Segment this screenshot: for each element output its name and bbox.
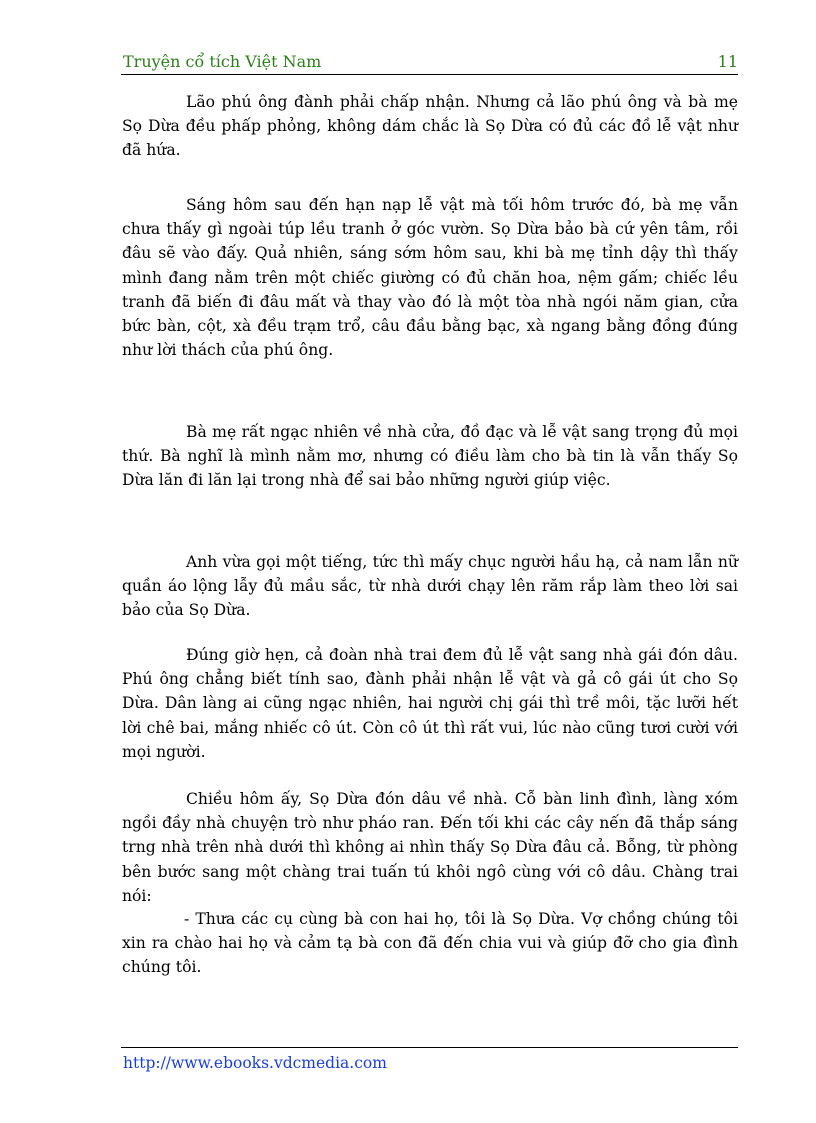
dialogue-paragraph: - Thưa các cụ cùng bà con hai họ, tôi là Sọ Dừa. Vợ chồng chúng tôi xin ra chào hai họ và cảm tạ bà con đã đến chia vui và giúp đỡ cho gia đình chúng tôi. (122, 910, 738, 977)
footer-divider (121, 1047, 738, 1048)
paragraph: Lão phú ông đành phải chấp nhận. Nhưng cả lão phú ông và bà mẹ Sọ Dừa đều phấp phỏng, không dám chắc là Sọ Dừa có đủ các đồ lễ vật như đã hứa. (122, 93, 738, 160)
paragraph: Sáng hôm sau đến hạn nạp lễ vật mà tối hôm trước đó, bà mẹ vẫn chưa thấy gì ngoài túp lều tranh ở góc vườn. Sọ Dừa bảo bà cứ yên tâm, rồi đâu sẽ vào đấy. Quả nhiên, sáng sớm hôm sau, khi bà mẹ tỉnh dậy thì thấy mình đang nằm trên một chiếc giường có đủ chăn hoa, nệm gấm; chiếc lều tranh đã biến đi đâu mất và thay vào đó là một tòa nhà ngói năm gian, cửa bức bàn, cột, xà đều trạm trổ, câu đầu bằng bạc, xà ngang bằng đồng đúng như lời thách của phú ông. (122, 196, 738, 360)
paragraph: Đúng giờ hẹn, cả đoàn nhà trai đem đủ lễ vật sang nhà gái đón dâu. Phú ông chẳng biết tính sao, đành phải nhận lễ vật và gả cô gái út cho Sọ Dừa. Dân làng ai cũng ngạc nhiên, hai người chị gái thì trề môi, tặc lưỡi hết lời chê bai, mắng nhiếc cô út. Còn cô út thì rất vui, lúc nào cũng tươi cười với mọi người. (122, 646, 738, 761)
footer-link[interactable]: http://www.ebooks.vdcmedia.com (123, 1054, 387, 1072)
paragraph: Chiều hôm ấy, Sọ Dừa đón dâu về nhà. Cỗ bàn linh đình, làng xóm ngồi đầy nhà chuyện trò như pháo ran. Đến tối khi các cây nến đã thắp sáng trng nhà trên nhà dưới thì không ai nhìn thấy Sọ Dừa đâu cả. Bỗng, từ phòng bên bước sang một chàng trai tuấn tú khôi ngô cùng với cô dâu. Chàng trai nói: (122, 790, 738, 905)
page-header (121, 50, 738, 75)
book-title: Truyện cổ tích Việt Nam (123, 52, 322, 71)
page-number: 11 (717, 52, 738, 71)
paragraph: Bà mẹ rất ngạc nhiên về nhà cửa, đồ đạc và lễ vật sang trọng đủ mọi thứ. Bà nghĩ là mình nằm mơ, nhưng có điều làm cho bà tin là vẫn thấy Sọ Dừa lăn đi lăn lại trong nhà để sai bảo những người giúp việc. (122, 423, 738, 490)
paragraph: Anh vừa gọi một tiếng, tức thì mấy chục người hầu hạ, cả nam lẫn nữ quần áo lộng lẫy đủ mầu sắc, từ nhà dưới chạy lên răm rắp làm theo lời sai bảo của Sọ Dừa. (122, 553, 738, 620)
